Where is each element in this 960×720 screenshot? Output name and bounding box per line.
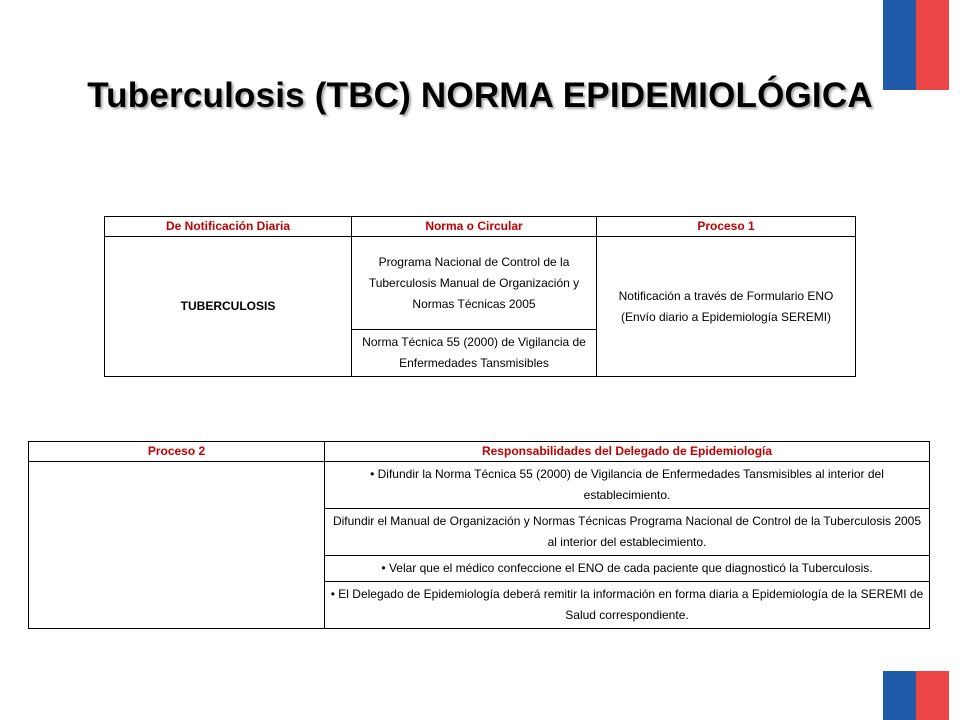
responsibilities-table-header	[29, 442, 930, 462]
header-proceso-1: Proceso 1	[597, 217, 856, 237]
notification-table-header	[105, 217, 856, 237]
responsibility-item: • Difundir la Norma Técnica 55 (2000) de Vigilancia de Enfermedades Tansmisibles al interior del establecimiento.	[325, 462, 930, 509]
proceso-2-cell	[29, 462, 325, 629]
notification-table	[104, 216, 856, 377]
flag-red-stripe	[916, 671, 949, 720]
flag-blue-stripe	[883, 671, 916, 720]
proceso-1-cell: Notificación a través de Formulario ENO (Envío diario a Epidemiología SEREMI)	[597, 237, 856, 377]
responsibilities-table	[28, 441, 930, 629]
responsibility-item: • Velar que el médico confeccione el ENO de cada paciente que diagnosticó la Tuberculosis.	[325, 556, 930, 582]
table-row	[105, 237, 856, 330]
norma-cell-2: Norma Técnica 55 (2000) de Vigilancia de Enfermedades Tansmisibles	[352, 330, 597, 377]
header-notificacion: De Notificación Diaria	[105, 217, 352, 237]
disease-cell: TUBERCULOSIS	[105, 237, 352, 377]
responsibility-item: • El Delegado de Epidemiología deberá remitir la información en forma diaria a Epidemiología de la SEREMI de Salud correspondiente.	[325, 582, 930, 629]
page-title: Tuberculosis (TBC) NORMA EPIDEMIOLÓGICA	[87, 76, 873, 115]
table-row	[29, 462, 930, 509]
responsibility-item: Difundir el Manual de Organización y Normas Técnicas Programa Nacional de Control de la Tuberculosis 2005 al interior del establecimiento.	[325, 509, 930, 556]
norma-cell-1: Programa Nacional de Control de la Tuberculosis Manual de Organización y Normas Técnicas 2005	[352, 237, 597, 330]
header-responsabilidades: Responsabilidades del Delegado de Epidemiología	[325, 442, 930, 462]
header-norma: Norma o Circular	[352, 217, 597, 237]
header-proceso-2: Proceso 2	[29, 442, 325, 462]
flag-decoration-bottom	[883, 671, 949, 720]
